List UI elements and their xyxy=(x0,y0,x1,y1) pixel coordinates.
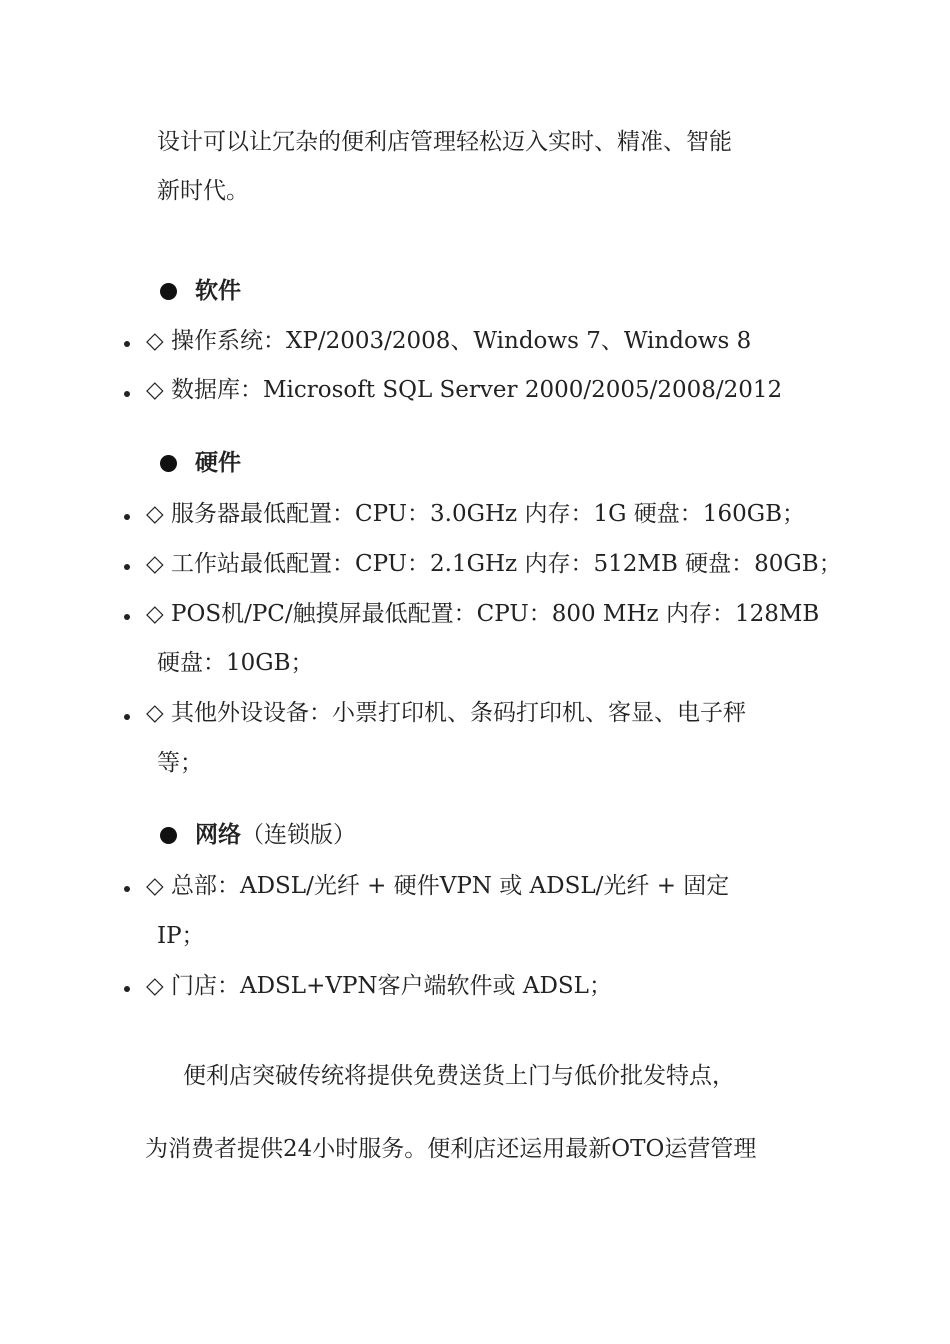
section-heading-network xyxy=(160,820,356,850)
section-heading-software xyxy=(160,276,241,306)
list-item: ◇ 总部：ADSL/光纤 + 硬件VPN 或 ADSL/光纤 + 固定 xyxy=(146,873,730,899)
list-bullet-icon xyxy=(124,514,130,520)
list-item: ◇ 工作站最低配置：CPU：2.1GHz 内存：512MB 硬盘：80GB； xyxy=(146,551,842,577)
heading-text: 软件 xyxy=(195,277,241,304)
list-item-continuation: 等； xyxy=(157,750,203,776)
list-bullet-icon xyxy=(124,614,130,620)
list-bullet-icon xyxy=(124,564,130,570)
list-item: ◇ 服务器最低配置：CPU：3.0GHz 内存：1G 硬盘：160GB； xyxy=(146,501,805,527)
closing-line-1: 便利店突破传统将提供免费送货上门与低价批发特点， xyxy=(183,1063,735,1089)
list-item: ◇ 其他外设设备：小票打印机、条码打印机、客显、电子秤 xyxy=(146,700,746,726)
list-bullet-icon xyxy=(124,714,130,720)
list-bullet-icon xyxy=(124,886,130,892)
list-item: ◇ 操作系统：XP/2003/2008、Windows 7、Windows 8 xyxy=(146,328,752,354)
bullet-icon xyxy=(160,455,177,472)
list-item: ◇ 数据库：Microsoft SQL Server 2000/2005/2008/2012 xyxy=(146,377,783,403)
list-bullet-icon xyxy=(124,986,130,992)
heading-text: 硬件 xyxy=(195,449,241,476)
heading-text: 网络 xyxy=(195,821,241,848)
section-heading-hardware xyxy=(160,448,241,478)
closing-line-2: 为消费者提供24小时服务。便利店还运用最新OTO运营管理 xyxy=(145,1136,757,1162)
list-item: ◇ POS机/PC/触摸屏最低配置：CPU：800 MHz 内存：128MB xyxy=(146,601,820,627)
list-bullet-icon xyxy=(124,341,130,347)
list-item-continuation: IP； xyxy=(157,923,205,949)
intro-line-1: 设计可以让冗杂的便利店管理轻松迈入实时、精准、智能 xyxy=(157,129,732,155)
list-bullet-icon xyxy=(124,391,130,397)
bullet-icon xyxy=(160,283,177,300)
bullet-icon xyxy=(160,827,177,844)
list-item: ◇ 门店：ADSL+VPN客户端软件或 ADSL； xyxy=(146,973,612,999)
intro-line-2: 新时代。 xyxy=(157,178,249,204)
list-item-continuation: 硬盘：10GB； xyxy=(157,650,314,676)
heading-note: （连锁版） xyxy=(241,822,356,848)
